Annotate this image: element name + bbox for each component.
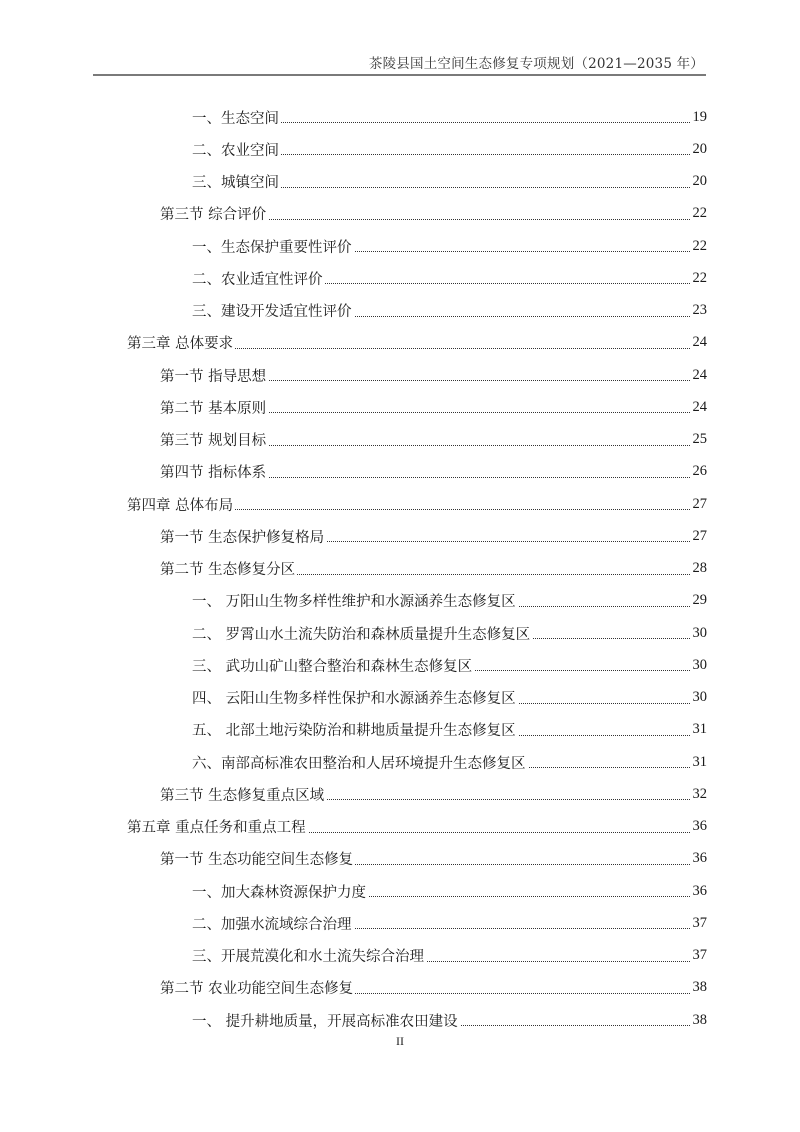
toc-entry-label[interactable]: 六、南部高标准农田整治和人居环境提升生态修复区 <box>192 752 528 773</box>
toc-entry-page-number[interactable]: 23 <box>690 302 707 319</box>
toc-entry-page-number[interactable]: 36 <box>690 883 707 900</box>
toc-entry-label[interactable]: 四、 云阳山生物多样性保护和水源涵养生态修复区 <box>192 687 518 708</box>
toc-chapter-entry[interactable] <box>0 488 800 520</box>
toc-entry-label[interactable]: 一、加大森林资源保护力度 <box>192 881 368 902</box>
toc-entry-label[interactable]: 三、城镇空间 <box>192 171 281 192</box>
toc-item-entry[interactable] <box>0 133 800 165</box>
toc-entry-label[interactable]: 第三节 综合评价 <box>160 203 268 224</box>
toc-chapter-entry[interactable] <box>0 811 800 843</box>
page-header <box>93 50 706 76</box>
toc-entry-label[interactable]: 二、 罗霄山水土流失防治和森林质量提升生态修复区 <box>192 623 532 644</box>
toc-section-entry[interactable] <box>0 391 800 423</box>
toc-section-entry[interactable] <box>0 456 800 488</box>
toc-entry-label[interactable]: 第三节 生态修复重点区域 <box>160 784 326 805</box>
toc-entry-label[interactable]: 二、加强水流域综合治理 <box>192 913 354 934</box>
toc-entry-page-number[interactable]: 29 <box>690 592 707 609</box>
toc-item-entry[interactable] <box>0 262 800 294</box>
toc-entry-page-number[interactable]: 38 <box>690 979 707 996</box>
toc-item-entry[interactable] <box>0 1004 800 1036</box>
toc-item-entry[interactable] <box>0 746 800 778</box>
toc-entry-page-number[interactable]: 32 <box>690 786 707 803</box>
toc-entry-label[interactable]: 第一节 生态保护修复格局 <box>160 526 326 547</box>
toc-entry-label[interactable]: 二、农业适宜性评价 <box>192 268 325 289</box>
toc-entry-page-number[interactable]: 25 <box>690 431 707 448</box>
toc-item-entry[interactable] <box>0 295 800 327</box>
toc-section-entry[interactable] <box>0 424 800 456</box>
page-number: II <box>396 1034 404 1048</box>
toc-section-entry[interactable] <box>0 972 800 1004</box>
toc-entry-label[interactable]: 五、 北部土地污染防治和耕地质量提升生态修复区 <box>192 719 518 740</box>
toc-item-entry[interactable] <box>0 617 800 649</box>
toc-entry-label[interactable]: 三、开展荒漠化和水土流失综合治理 <box>192 945 426 966</box>
toc-entry-page-number[interactable]: 22 <box>690 270 707 287</box>
toc-entry-label[interactable]: 第二节 农业功能空间生态修复 <box>160 977 355 998</box>
toc-entry-page-number[interactable]: 31 <box>690 721 707 738</box>
toc-item-entry[interactable] <box>0 875 800 907</box>
toc-entry-page-number[interactable]: 37 <box>690 915 707 932</box>
toc-entry-page-number[interactable]: 38 <box>690 1012 707 1029</box>
document-title: 茶陵县国土空间生态修复专项规划（2021—2035 年） <box>368 56 704 72</box>
toc-entry-label[interactable]: 三、 武功山矿山整合整治和森林生态修复区 <box>192 655 474 676</box>
header-divider <box>93 74 706 76</box>
toc-chapter-entry[interactable] <box>0 327 800 359</box>
table-of-contents <box>0 101 800 1036</box>
toc-entry-page-number[interactable]: 26 <box>690 463 707 480</box>
toc-item-entry[interactable] <box>0 101 800 133</box>
toc-entry-label[interactable]: 一、生态保护重要性评价 <box>192 236 354 257</box>
toc-item-entry[interactable] <box>0 714 800 746</box>
toc-item-entry[interactable] <box>0 940 800 972</box>
toc-section-entry[interactable] <box>0 359 800 391</box>
toc-section-entry[interactable] <box>0 778 800 810</box>
toc-entry-label[interactable]: 第四章 总体布局 <box>127 494 235 515</box>
toc-entry-page-number[interactable]: 22 <box>690 238 707 255</box>
toc-section-entry[interactable] <box>0 520 800 552</box>
toc-item-entry[interactable] <box>0 585 800 617</box>
toc-entry-page-number[interactable]: 22 <box>690 205 707 222</box>
toc-entry-label[interactable]: 第一节 生态功能空间生态修复 <box>160 848 355 869</box>
toc-entry-page-number[interactable]: 24 <box>690 334 707 351</box>
toc-entry-label[interactable]: 第五章 重点任务和重点工程 <box>127 816 308 837</box>
toc-entry-label[interactable]: 第四节 指标体系 <box>160 461 268 482</box>
toc-entry-page-number[interactable]: 27 <box>690 496 707 513</box>
toc-item-entry[interactable] <box>0 649 800 681</box>
toc-entry-label[interactable]: 一、 提升耕地质量，开展高标准农田建设 <box>192 1010 460 1031</box>
toc-entry-label[interactable]: 第三章 总体要求 <box>127 332 235 353</box>
toc-entry-page-number[interactable]: 36 <box>690 818 707 835</box>
toc-entry-page-number[interactable]: 30 <box>690 625 707 642</box>
toc-entry-label[interactable]: 一、 万阳山生物多样性维护和水源涵养生态修复区 <box>192 590 518 611</box>
toc-entry-page-number[interactable]: 27 <box>690 528 707 545</box>
toc-entry-label[interactable]: 第三节 规划目标 <box>160 429 268 450</box>
toc-entry-label[interactable]: 三、建设开发适宜性评价 <box>192 300 354 321</box>
toc-item-entry[interactable] <box>0 230 800 262</box>
toc-item-entry[interactable] <box>0 682 800 714</box>
toc-entry-page-number[interactable]: 30 <box>690 657 707 674</box>
toc-entry-label[interactable]: 一、生态空间 <box>192 107 281 128</box>
toc-section-entry[interactable] <box>0 553 800 585</box>
toc-entry-page-number[interactable]: 30 <box>690 689 707 706</box>
toc-entry-page-number[interactable]: 37 <box>690 947 707 964</box>
toc-entry-label[interactable]: 第二节 生态修复分区 <box>160 558 297 579</box>
toc-entry-page-number[interactable]: 19 <box>690 109 707 126</box>
toc-entry-page-number[interactable]: 36 <box>690 850 707 867</box>
toc-section-entry[interactable] <box>0 843 800 875</box>
toc-item-entry[interactable] <box>0 166 800 198</box>
toc-entry-page-number[interactable]: 24 <box>690 367 707 384</box>
toc-entry-page-number[interactable]: 31 <box>690 754 707 771</box>
toc-entry-page-number[interactable]: 20 <box>690 173 707 190</box>
toc-item-entry[interactable] <box>0 907 800 939</box>
toc-entry-label[interactable]: 二、农业空间 <box>192 139 281 160</box>
toc-section-entry[interactable] <box>0 198 800 230</box>
toc-entry-label[interactable]: 第二节 基本原则 <box>160 397 268 418</box>
toc-entry-page-number[interactable]: 20 <box>690 141 707 158</box>
toc-entry-page-number[interactable]: 24 <box>690 399 707 416</box>
toc-entry-page-number[interactable]: 28 <box>690 560 707 577</box>
toc-entry-label[interactable]: 第一节 指导思想 <box>160 365 268 386</box>
